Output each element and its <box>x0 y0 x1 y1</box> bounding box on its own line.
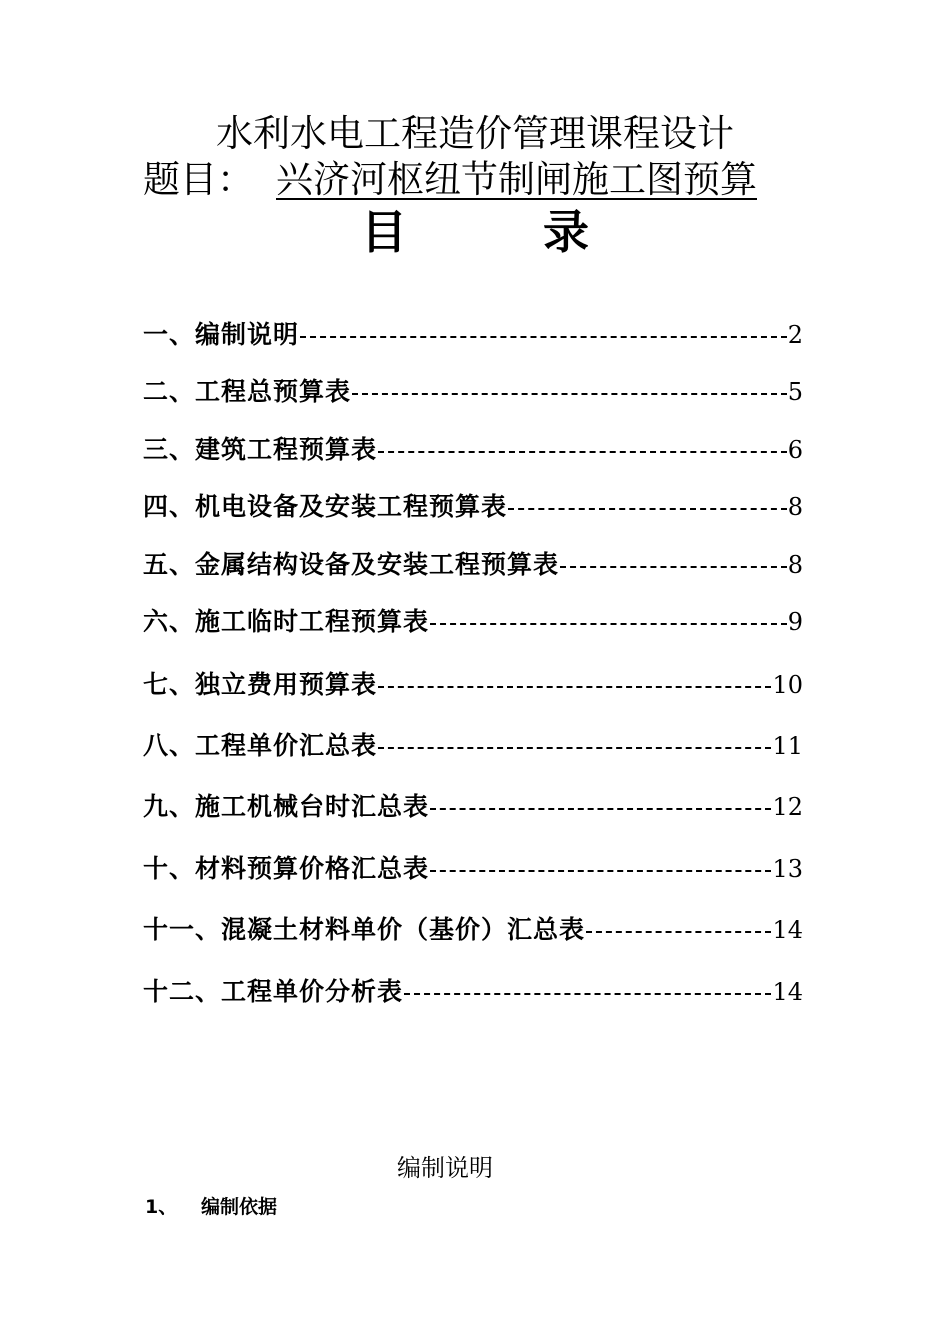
toc-entry-label: 三、建筑工程预算表 <box>143 435 378 464</box>
toc-entry[interactable] <box>143 729 803 763</box>
toc-entry-label: 一、编制说明 <box>143 320 300 349</box>
toc-entry-label: 十一、混凝土材料单价（基价）汇总表 <box>143 915 586 944</box>
toc-entry-page: 2 <box>787 321 803 349</box>
toc-entry[interactable] <box>143 790 803 824</box>
toc-entry[interactable] <box>143 433 803 467</box>
toc-entry[interactable] <box>143 913 803 947</box>
course-title: 水利水电工程造价管理课程设计 <box>216 112 734 155</box>
toc-entry-page: 11 <box>772 732 803 760</box>
toc-entry-label: 二、工程总预算表 <box>143 377 352 406</box>
toc-entry-page: 13 <box>772 855 803 883</box>
toc-heading: 目 录 <box>360 205 649 259</box>
toc-entry-page: 5 <box>787 378 803 406</box>
toc-entry-page: 14 <box>772 916 803 944</box>
topic-line <box>143 158 775 202</box>
toc-entry-label: 五、金属结构设备及安装工程预算表 <box>143 550 560 579</box>
toc-entry-page: 12 <box>772 793 803 821</box>
toc-leader <box>352 393 787 395</box>
subsection-title: 编制依据 <box>201 1196 278 1218</box>
toc-leader <box>378 686 771 688</box>
toc-entry[interactable] <box>143 375 803 409</box>
toc-entry[interactable] <box>143 605 803 639</box>
topic-label: 题目： <box>143 158 254 201</box>
toc-leader <box>430 808 771 810</box>
toc-entry-label: 十二、工程单价分析表 <box>143 977 404 1006</box>
toc-entry-page: 14 <box>772 978 803 1006</box>
subsection-heading <box>145 1193 277 1221</box>
toc-leader <box>430 870 771 872</box>
topic-value: 兴济河枢纽节制闸施工图预算 <box>276 158 757 201</box>
toc-leader <box>300 336 787 338</box>
toc-leader <box>560 566 787 568</box>
toc-entry-label: 九、施工机械台时汇总表 <box>143 792 430 821</box>
toc-entry[interactable] <box>143 490 803 524</box>
toc-entry-page: 8 <box>787 493 803 521</box>
toc-entry-page: 10 <box>772 671 803 699</box>
toc-entry-label: 七、独立费用预算表 <box>143 670 378 699</box>
section-heading: 编制说明 <box>397 1154 493 1182</box>
toc-leader <box>586 931 771 933</box>
toc-entry[interactable] <box>143 852 803 886</box>
toc-entry[interactable] <box>143 668 803 702</box>
toc-entry-page: 6 <box>787 436 803 464</box>
subsection-number: 1、 <box>145 1196 178 1218</box>
toc-entry[interactable] <box>143 975 803 1009</box>
toc-entry-label: 四、机电设备及安装工程预算表 <box>143 492 508 521</box>
toc-leader <box>404 993 771 995</box>
toc-entry[interactable] <box>143 318 803 352</box>
toc-leader <box>378 747 771 749</box>
toc-entry-label: 六、施工临时工程预算表 <box>143 607 430 636</box>
toc-entry-page: 9 <box>787 608 803 636</box>
toc-entry[interactable] <box>143 548 803 582</box>
toc-leader <box>430 623 787 625</box>
toc-entry-label: 十、材料预算价格汇总表 <box>143 854 430 883</box>
toc-entry-label: 八、工程单价汇总表 <box>143 731 378 760</box>
toc-leader <box>508 508 787 510</box>
toc-leader <box>378 451 787 453</box>
toc-entry-page: 8 <box>787 551 803 579</box>
